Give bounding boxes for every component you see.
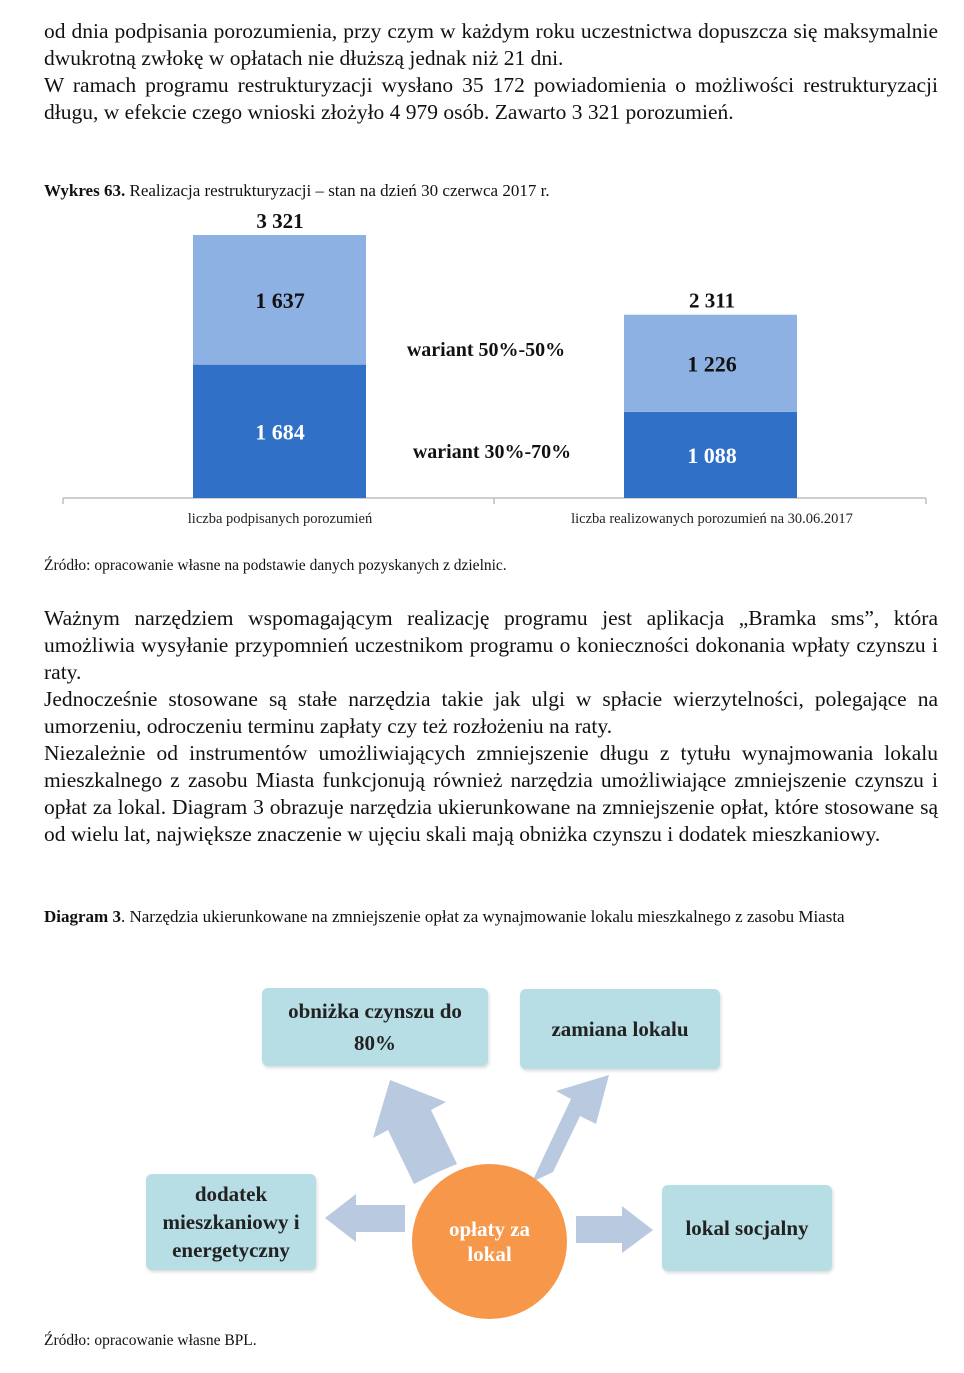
arrow-right-icon bbox=[576, 1206, 653, 1253]
box-social-flat bbox=[662, 1185, 832, 1271]
box-flat-exchange-label: zamiana lokalu bbox=[551, 1017, 689, 1041]
paragraph-sms-gateway: Ważnym narzędziem wspomagającym realizację programu jest aplikacja „Bramka sms”, która umożliwia wysyłanie przypomnień uczestnikom programu o konieczności dokonania wpłaty czynszu i raty. bbox=[44, 606, 938, 684]
bar-value-label: 1 088 bbox=[687, 442, 737, 468]
diagram-caption-text: . Narzędzia ukierunkowane na zmniejszenie opłat za wynajmowanie lokalu mieszkalnego z zasobu Miasta bbox=[120, 907, 845, 926]
x-tick-label: liczba realizowanych porozumień na 30.06.2017 bbox=[571, 511, 853, 527]
diagram-caption-label: Diagram 3 bbox=[44, 907, 121, 926]
chart-caption-label: Wykres 63. bbox=[44, 181, 126, 200]
box-rent-reduction-label: obniżka czynszu do 80% bbox=[288, 999, 462, 1055]
x-tick-label: liczba podpisanych porozumień bbox=[187, 511, 373, 527]
paragraph-continuation: od dnia podpisania porozumienia, przy czym w każdym roku uczestnictwa dopuszcza się maksymalnie dwukrotną zwłokę w opłatach nie dłuższą jednak niż 21 dni. bbox=[44, 19, 938, 70]
arrow-up-right-icon bbox=[532, 1075, 609, 1182]
series-label: wariant 30%-70% bbox=[412, 441, 572, 463]
bar-value-label: 1 684 bbox=[255, 419, 305, 445]
bar-value-label: 1 226 bbox=[687, 351, 737, 377]
arrow-left-icon bbox=[325, 1194, 405, 1242]
chart-source: Źródło: opracowanie własne na podstawie danych pozyskanych z dzielnic. bbox=[44, 557, 507, 574]
box-housing-allowance bbox=[146, 1174, 316, 1270]
diagram-caption bbox=[44, 906, 938, 928]
chart-caption-text: Realizacja restrukturyzacji – stan na dzień 30 czerwca 2017 r. bbox=[125, 181, 550, 200]
center-fees-label: opłaty za lokal bbox=[448, 1216, 531, 1266]
bar-value-label: 1 637 bbox=[255, 287, 305, 313]
box-flat-exchange bbox=[520, 989, 720, 1069]
paragraph-fee-reduction: Niezależnie od instrumentów umożliwiających zmniejszenie długu z tytułu wynajmowania lokalu mieszkalnego z zasobu Miasta funkcjonują również narzędzia umożliwiające zmniejszenie czynszu i opłat za lokal. Diagram 3 obrazuje narzędzia ukierunkowane na zmniejszenie opłat, które stosowane są od wielu lat, największe znaczenie w ujęciu skali mają obniżka czynszu i dodatek mieszkaniowy. bbox=[44, 741, 938, 846]
box-housing-allowance-label: dodatek mieszkaniowy i energetyczny bbox=[162, 1182, 300, 1262]
chart-caption bbox=[44, 180, 938, 202]
diagram-source: Źródło: opracowanie własne BPL. bbox=[44, 1332, 257, 1349]
restructuring-chart bbox=[0, 205, 964, 535]
center-fees-circle bbox=[412, 1164, 567, 1319]
bar-total-label: 3 321 bbox=[256, 209, 304, 233]
paragraph-restructuring: W ramach programu restrukturyzacji wysłano 35 172 powiadomienia o możliwości restrukturyzacji długu, w efekcie czego wnioski złożyło 4 979 osób. Zawarto 3 321 porozumień. bbox=[44, 73, 938, 124]
box-social-flat-label: lokal socjalny bbox=[685, 1216, 809, 1240]
bar-total-label: 2 311 bbox=[688, 288, 736, 313]
box-rent-reduction bbox=[262, 988, 488, 1066]
paragraph-relief-tools: Jednocześnie stosowane są stałe narzędzia takie jak ulgi w spłacie wierzytelności, polegające na umorzeniu, odroczeniu terminu zapłaty czy też rozłożeniu na raty. bbox=[44, 687, 938, 738]
arrow-up-left-icon bbox=[373, 1080, 457, 1184]
series-label: wariant 50%-50% bbox=[406, 339, 566, 361]
